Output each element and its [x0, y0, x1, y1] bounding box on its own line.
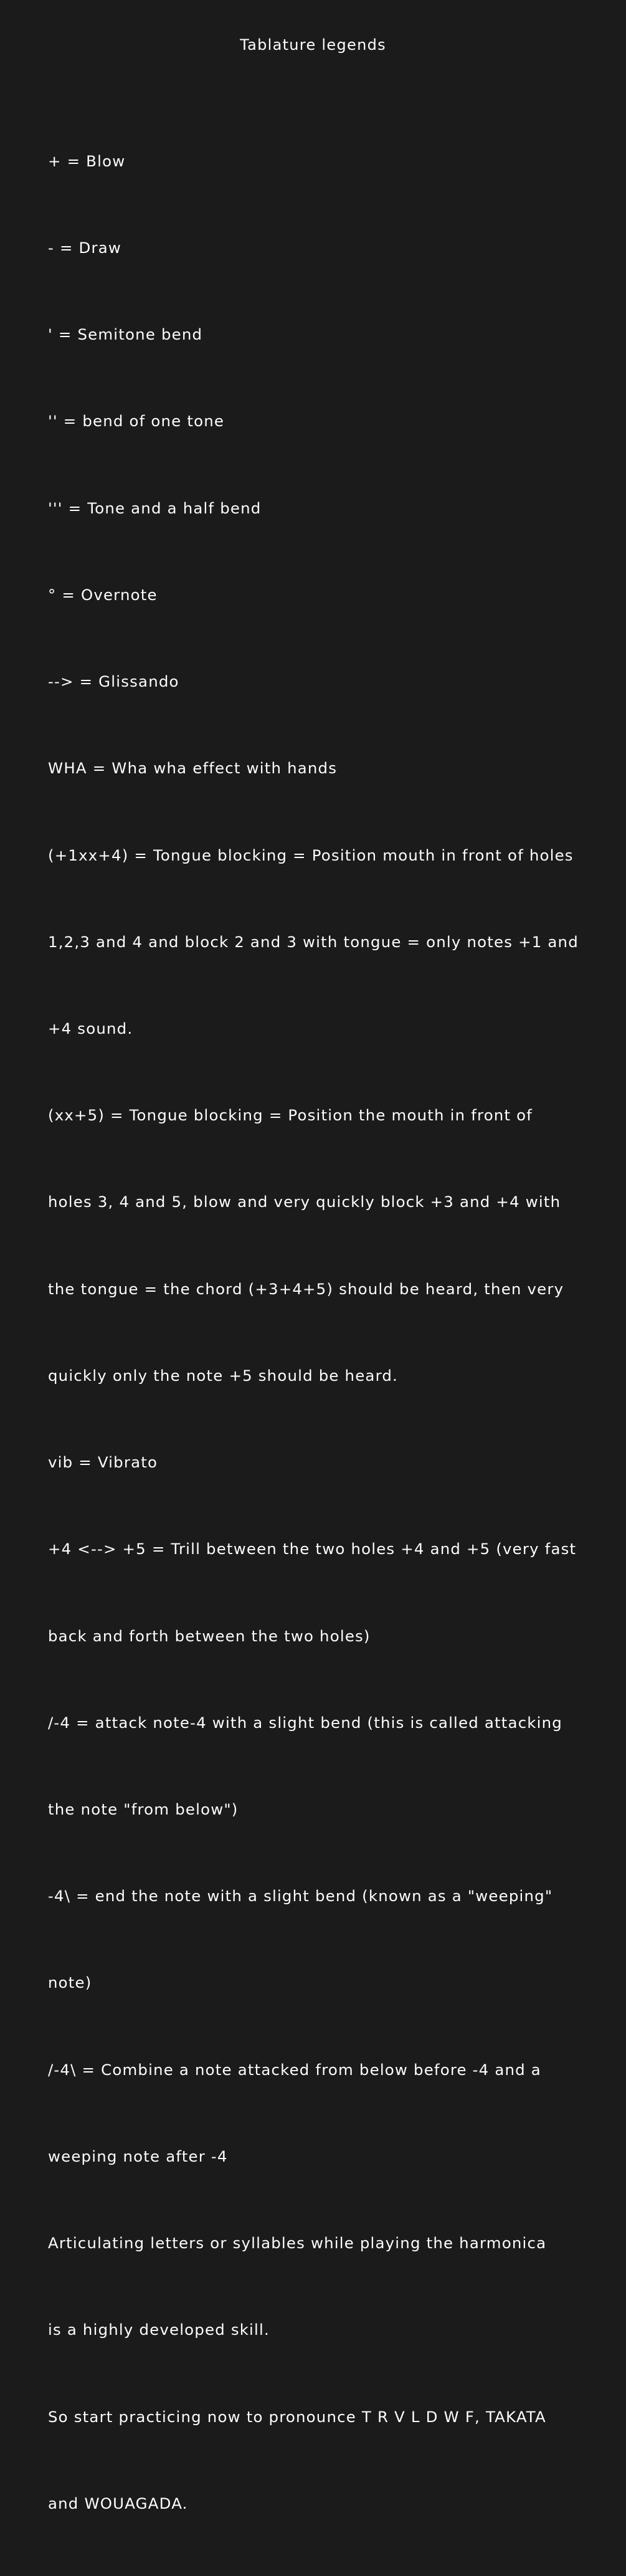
- legend-line: -4\ = end the note with a slight bend (known as a "weeping": [48, 1887, 553, 1906]
- legend-line: weeping note after -4: [48, 2147, 228, 2165]
- legend-line: vib = Vibrato: [48, 1453, 158, 1472]
- legend-line: quickly only the note +5 should be heard.: [48, 1366, 398, 1385]
- legend-text-block: [48, 89, 584, 2576]
- legend-line: '' = bend of one tone: [48, 412, 225, 431]
- legend-line: the tongue = the chord (+3+4+5) should be heard, then very: [48, 1279, 564, 1298]
- legend-line: the note "from below"): [48, 1800, 239, 1818]
- legend-line: and WOUAGADA.: [48, 2494, 188, 2512]
- legend-line: +4 <--> +5 = Trill between the two holes +4 and +5 (very fast: [48, 1540, 577, 1558]
- legend-line: /-4\ = Combine a note attacked from below before -4 and a: [48, 2060, 541, 2079]
- legend-line: back and forth between the two holes): [48, 1626, 371, 1645]
- legend-line: - = Draw: [48, 239, 122, 257]
- legend-line: holes 3, 4 and 5, blow and very quickly block +3 and +4 with: [48, 1193, 561, 1211]
- legend-line: WHA = Wha wha effect with hands: [48, 759, 338, 778]
- legend-line: /-4 = attack note-4 with a slight bend (this is called attacking: [48, 1713, 562, 1732]
- legend-line: Articulating letters or syllables while playing the harmonica: [48, 2234, 547, 2253]
- legend-line: 1,2,3 and 4 and block 2 and 3 with tongue = only notes +1 and: [48, 932, 579, 951]
- legend-line: + = Blow: [48, 151, 126, 170]
- legend-line: ° = Overnote: [48, 585, 158, 604]
- legend-line: is a highly developed skill.: [48, 2321, 270, 2339]
- legend-line: +4 sound.: [48, 1019, 133, 1038]
- legend-line: (xx+5) = Tongue blocking = Position the mouth in front of: [48, 1106, 533, 1125]
- legend-line: ''' = Tone and a half bend: [48, 499, 262, 517]
- page-title: Tablature legends: [240, 36, 386, 54]
- legend-line: So start practicing now to pronounce T R V L D W F, TAKATA: [48, 2407, 546, 2426]
- legend-line: ' = Semitone bend: [48, 325, 203, 344]
- legend-line: --> = Glissando: [48, 672, 179, 691]
- legend-line: note): [48, 1973, 92, 1992]
- legend-line: (+1xx+4) = Tongue blocking = Position mouth in front of holes: [48, 846, 574, 864]
